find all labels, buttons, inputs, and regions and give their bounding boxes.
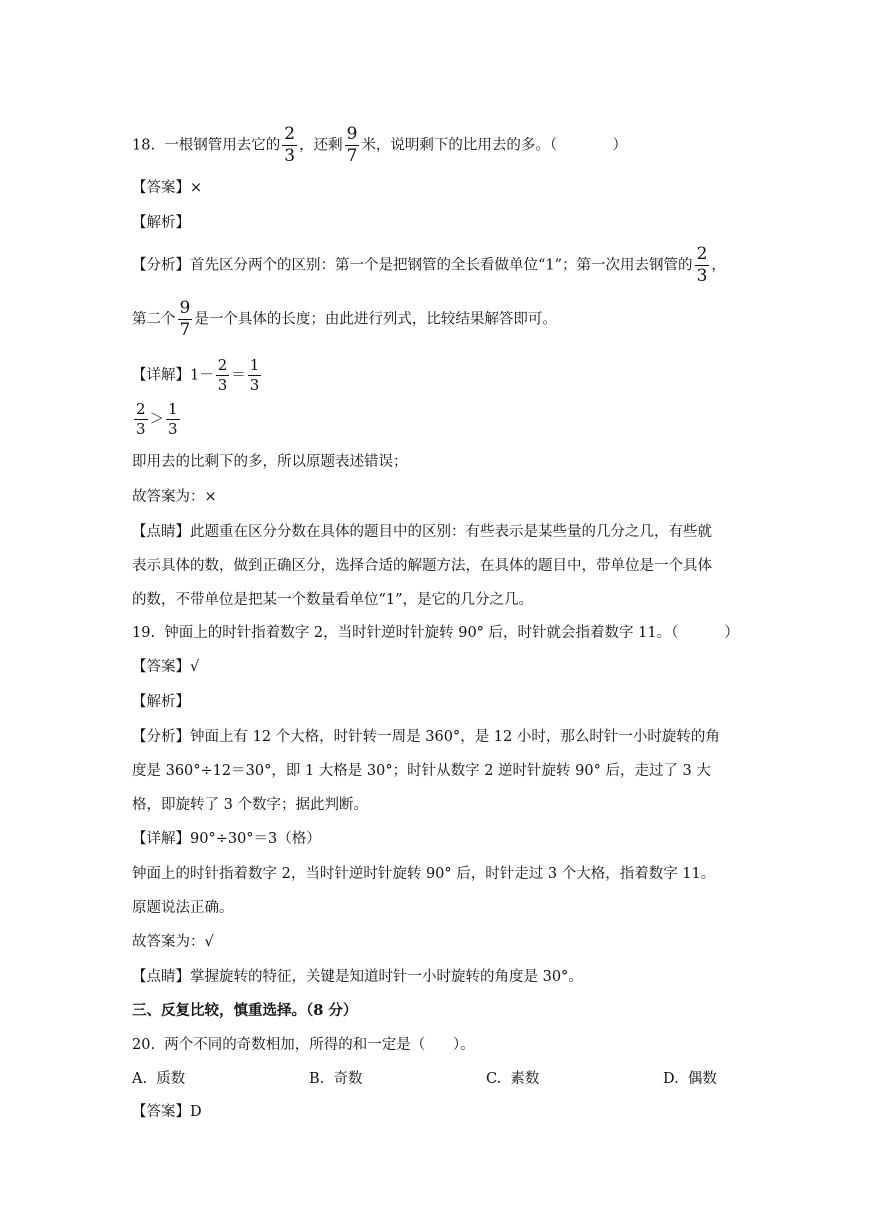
q18-dianjing-1: 【点睛】此题重在区分分数在具体的题目中的区别：有些表示是某些量的几分之几，有些就 [132, 524, 712, 540]
q18-stem: 18. 一根钢管用去它的 $\frac{2}{3}$ ，还剩 $\frac{9}{7}$ 米，说明剩下的比用去的多。（ ） [132, 124, 627, 166]
fraction-two-thirds: $\frac{2}{3}$ [284, 124, 296, 166]
q18-fenxi: 【分析】首先区分两个的区别：第一个是把钢管的全长看做单位“1”；第一次用去钢管的 $\frac{2}{3}$ ， [132, 244, 726, 286]
fraction-nine-sevenths: $\frac{9}{7}$ [179, 298, 191, 340]
fraction-two-thirds: $\frac{2}{3}$ [136, 400, 146, 438]
q19-line-b: 原题说法正确。 [132, 900, 234, 916]
q19-dianjing: 【点睛】掌握旋转的特征，关键是知道时针一小时旋转的角度是 30°。 [132, 969, 583, 985]
q18-jiexi: 【解析】 [132, 215, 190, 231]
fraction-nine-sevenths: $\frac{9}{7}$ [346, 124, 358, 166]
q19-stem: 19. 钟面上的时针指着数字 2，当时针逆时针旋转 90° 后，时针就会指着数字 11。（ ） [132, 625, 739, 641]
q20-option-a: A. 质数 [132, 1071, 186, 1087]
q18-xiangjie: 【详解】1－ $\frac{2}{3}$ ＝ $\frac{1}{3}$ [132, 356, 260, 394]
fraction-one-third: $\frac{1}{3}$ [168, 400, 178, 438]
fraction-two-thirds: $\frac{2}{3}$ [696, 244, 708, 286]
q19-line-a: 钟面上的时针指着数字 2，当时针逆时针旋转 90° 后，时针走过 3 个大格，指着数字 11。 [132, 866, 716, 882]
q19-fenxi-1: 【分析】钟面上有 12 个大格，时针转一周是 360°，是 12 小时，那么时针一小时旋转的角 [132, 729, 720, 745]
q18-dianjing-2: 表示具体的数，做到正确区分，选择合适的解题方法，在具体的题目中，带单位是一个具体 [132, 558, 712, 574]
q19-xiangjie: 【详解】90°÷30°＝3（格） [132, 831, 321, 847]
q19-jiexi: 【解析】 [132, 694, 190, 710]
fraction-one-third: $\frac{1}{3}$ [249, 356, 260, 394]
q20-option-d: D. 偶数 [663, 1071, 717, 1087]
q20-stem: 20. 两个不同的奇数相加，所得的和一定是（ ）。 [132, 1037, 475, 1053]
q18-stem-text: 18. 一根钢管用去它的 [132, 137, 281, 154]
q18-fenxi-line2: 第二个 $\frac{9}{7}$ 是一个具体的长度；由此进行列式，比较结果解答即可。 [132, 298, 557, 340]
q18-dianjing-3: 的数，不带单位是把某一个数量看单位“1”，是它的几分之几。 [132, 592, 534, 608]
q18-answer: 【答案】× [132, 180, 203, 196]
q19-line-c: 故答案为：√ [132, 934, 214, 950]
q19-fenxi-3: 格，即旋转了 3 个数字；据此判断。 [132, 797, 368, 813]
q20-answer: 【答案】D [132, 1104, 202, 1120]
q18-line-b: 故答案为：× [132, 489, 217, 505]
q19-fenxi-2: 度是 360°÷12＝30°，即 1 大格是 30°；时针从数字 2 逆时针旋转 90° 后，走过了 3 大 [132, 763, 711, 779]
q20-option-c: C. 素数 [486, 1071, 540, 1087]
q18-line-a: 即用去的比剩下的多，所以原题表述错误； [132, 454, 408, 470]
section-title: 三、反复比较，慎重选择。（8 分） [132, 1002, 358, 1019]
q20-option-b: B. 奇数 [309, 1071, 363, 1087]
q19-answer: 【答案】√ [132, 659, 200, 675]
q18-comparison: $\frac{2}{3}$ ＞ $\frac{1}{3}$ [136, 400, 178, 438]
fraction-two-thirds: $\frac{2}{3}$ [217, 356, 228, 394]
